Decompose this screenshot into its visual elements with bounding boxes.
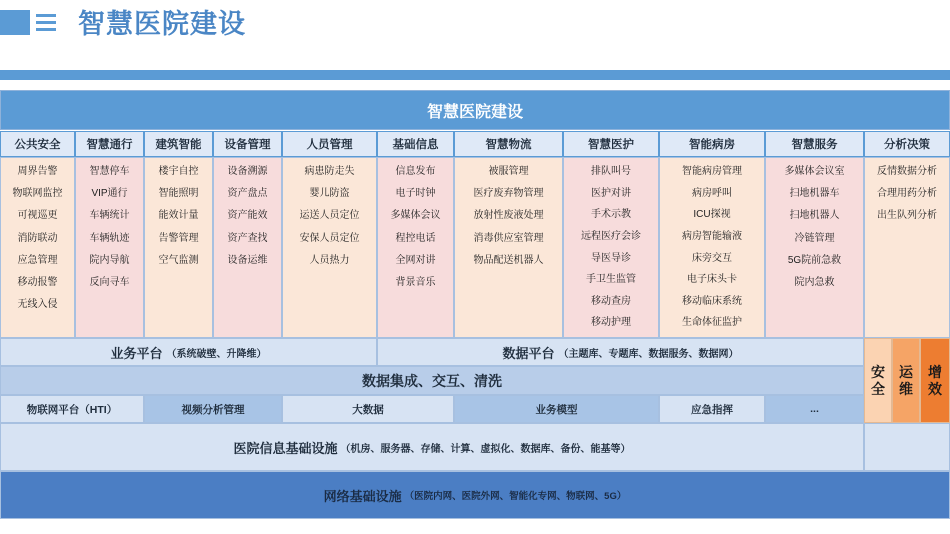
column-item: 设备运维	[227, 254, 268, 266]
column-item: 院内急救	[794, 276, 835, 288]
column-header: 智慧服务	[765, 131, 864, 157]
column-item: 床旁交互	[692, 252, 732, 264]
column-item: 医护对讲	[591, 187, 631, 199]
column-item: VIP通行	[91, 188, 128, 200]
column-item: 周界告警	[17, 166, 58, 177]
column-header: 建筑智能	[144, 131, 213, 157]
column-item: 医疗废弃物管理	[473, 188, 544, 200]
service-more: ...	[765, 395, 864, 423]
service-business-model: 业务模型	[454, 395, 659, 423]
column-item: 人员热力	[309, 254, 350, 266]
column-header: 公共安全	[0, 131, 75, 157]
column-item: 电子床头卡	[687, 274, 737, 286]
column-item: 5G院前急救	[787, 254, 842, 266]
column-items	[282, 157, 377, 338]
column-item: 告警管理	[158, 232, 199, 244]
column-item: 物品配送机器人	[473, 254, 544, 266]
column-item: 物联网监控	[12, 188, 63, 200]
column-item: 移动查房	[591, 295, 631, 307]
column-items	[0, 157, 75, 338]
column-items	[454, 157, 563, 338]
column-items	[144, 157, 213, 338]
column-item: 合理用药分析	[877, 188, 937, 200]
column-item: 生命体征监护	[682, 317, 742, 329]
column-item: 冷链管理	[794, 232, 835, 244]
column-item: 多媒体会议室	[784, 166, 845, 177]
data-platform-title: 数据平台	[502, 345, 555, 361]
column-item: 移动临床系统	[682, 295, 742, 307]
column-item: 移动护理	[591, 317, 631, 329]
column-item: 消防联动	[17, 232, 58, 244]
side-security-label: 安全	[871, 363, 885, 397]
data-platform	[377, 338, 864, 366]
column-header: 智能病房	[659, 131, 765, 157]
column-item: 楼宇自控	[158, 166, 199, 177]
service-big-data: 大数据	[282, 395, 454, 423]
column-items	[563, 157, 659, 338]
column-item: 资产能效	[227, 210, 268, 222]
column-header: 智慧通行	[75, 131, 144, 157]
column-item: 手术示教	[591, 209, 631, 221]
column-item: 可视巡更	[17, 210, 58, 222]
title-accent-block	[0, 10, 30, 35]
column-item: 信息发布	[395, 166, 436, 177]
column-item: 车辆轨迹	[89, 232, 130, 244]
network-note: （医院内网、医院外网、智能化专网、物联网、5G）	[404, 491, 627, 502]
column-item: 无线入侵	[17, 299, 58, 311]
column-item: 手卫生监管	[586, 274, 636, 286]
network-infrastructure	[0, 471, 950, 519]
column-item: 智能病房管理	[682, 166, 742, 177]
hospital-infrastructure	[0, 423, 864, 471]
column-item: 电子时钟	[395, 188, 436, 200]
column-item: 智能照明	[158, 188, 199, 200]
column-header: 分析决策	[864, 131, 950, 157]
column-item: 导医导诊	[591, 252, 631, 264]
service-emergency-command: 应急指挥	[659, 395, 765, 423]
column-header: 智慧物流	[454, 131, 563, 157]
column-items	[75, 157, 144, 338]
column-item: 排队叫号	[591, 166, 631, 177]
column-item: 背景音乐	[395, 276, 436, 288]
data-integration-layer: 数据集成、交互、清洗	[0, 366, 864, 395]
column-item: 扫地机器人	[789, 210, 840, 222]
column-item: 婴儿防盗	[309, 188, 350, 200]
side-efficiency-label: 增效	[928, 363, 942, 397]
column-item: 院内导航	[89, 254, 130, 266]
service-iot-platform: 物联网平台（HTI）	[0, 395, 144, 423]
column-items	[864, 157, 950, 338]
column-item: 车辆统计	[89, 210, 130, 222]
column-item: 消毒供应室管理	[473, 232, 544, 244]
column-item: ICU探视	[693, 209, 731, 221]
column-item: 反向寻车	[89, 276, 130, 288]
column-item: 运送人员定位	[299, 210, 360, 222]
page-title: 智慧医院建设	[78, 9, 246, 39]
infrastructure-extension	[864, 423, 950, 471]
column-item: 资产查找	[227, 232, 268, 244]
column-item: 空气监测	[158, 254, 199, 266]
side-operations	[892, 338, 920, 423]
business-platform-title: 业务平台	[110, 345, 163, 361]
column-item: 安保人员定位	[299, 232, 360, 244]
column-item: 设备溯源	[227, 166, 268, 177]
column-item: 扫地机器车	[789, 188, 840, 200]
business-platform-note: （系统破壁、升降维）	[166, 348, 267, 360]
network-title: 网络基础设施	[323, 488, 402, 504]
side-security	[864, 338, 892, 423]
column-item: 移动报警	[17, 276, 58, 288]
data-platform-note: （主题库、专题库、数据服务、数据网）	[558, 348, 739, 360]
column-item: 应急管理	[17, 254, 58, 266]
column-items	[377, 157, 454, 338]
menu-lines-icon	[36, 14, 56, 32]
column-header: 基础信息	[377, 131, 454, 157]
column-item: 能效计量	[158, 210, 199, 222]
side-operations-label: 运维	[899, 363, 913, 397]
side-efficiency	[920, 338, 950, 423]
infrastructure-title: 医院信息基础设施	[233, 440, 338, 456]
column-item: 程控电话	[395, 232, 436, 244]
column-item: 被服管理	[488, 166, 529, 177]
business-platform	[0, 338, 377, 366]
column-item: 放射性废液处理	[473, 210, 544, 222]
column-header: 人员管理	[282, 131, 377, 157]
column-header: 设备管理	[213, 131, 282, 157]
column-item: 病房智能输液	[682, 230, 742, 242]
diagram-banner: 智慧医院建设	[0, 90, 950, 130]
column-header: 智慧医护	[563, 131, 659, 157]
column-item: 全网对讲	[395, 254, 436, 266]
column-item: 多媒体会议	[390, 210, 441, 222]
column-item: 病房呼叫	[692, 187, 732, 199]
column-item: 出生队列分析	[877, 210, 937, 222]
column-items	[765, 157, 864, 338]
service-video-analysis: 视频分析管理	[144, 395, 282, 423]
column-item: 病患防走失	[304, 166, 355, 177]
column-item: 远程医疗会诊	[581, 230, 641, 242]
infrastructure-note: （机房、服务器、存储、计算、虚拟化、数据库、备份、能基等）	[340, 443, 631, 455]
column-items	[213, 157, 282, 338]
column-item: 智慧停车	[89, 166, 130, 177]
column-item: 反情数据分析	[877, 166, 937, 177]
column-item: 资产盘点	[227, 188, 268, 200]
column-items	[659, 157, 765, 338]
title-divider	[0, 70, 950, 80]
